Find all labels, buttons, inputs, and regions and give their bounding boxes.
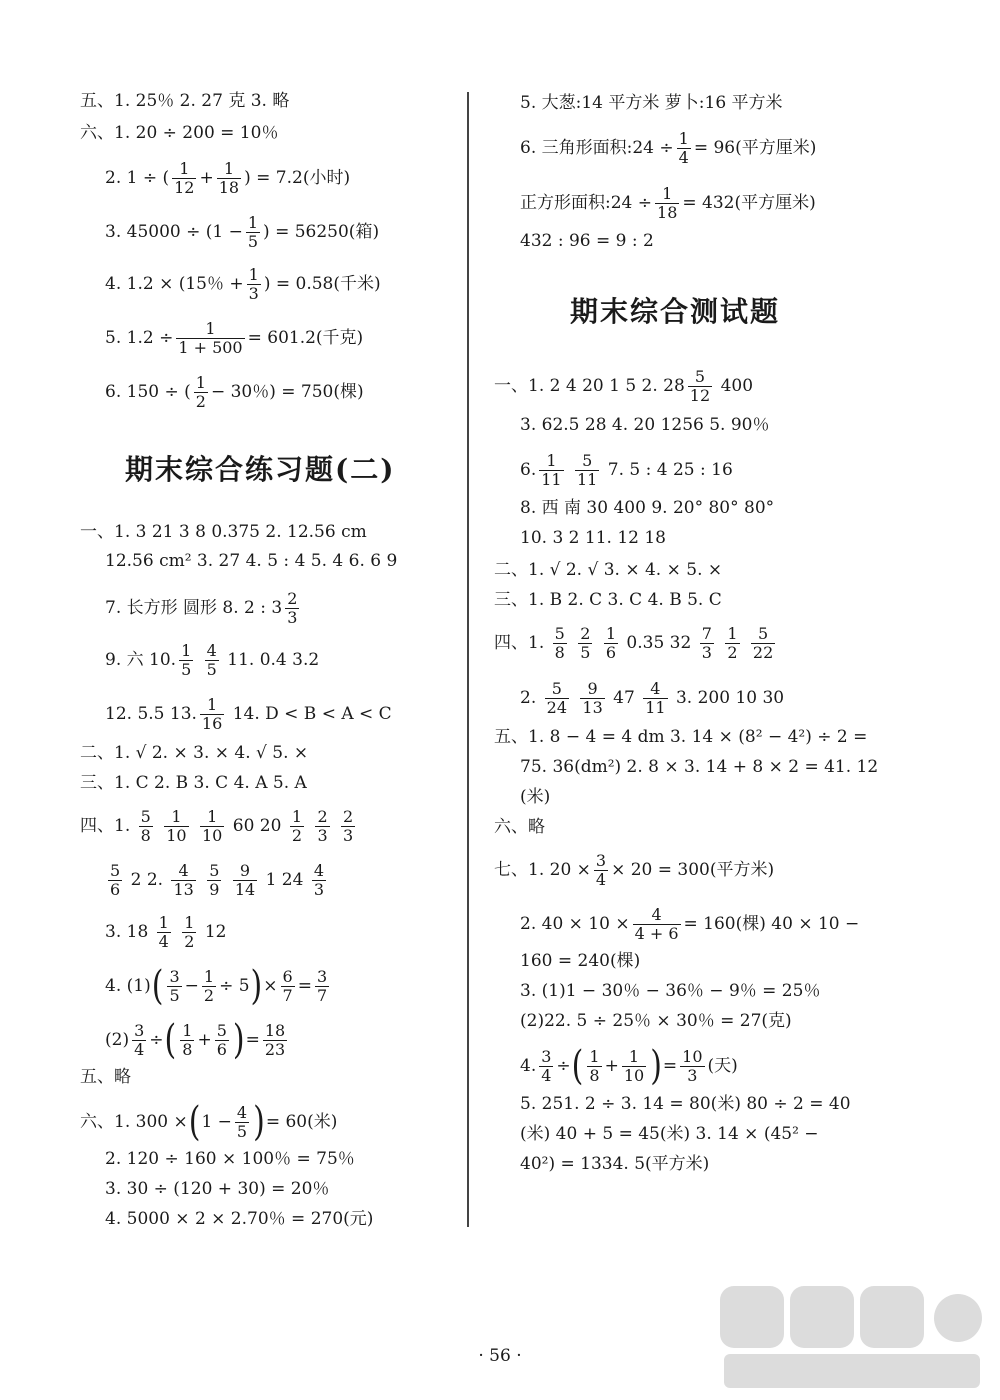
answer-line [105, 590, 302, 627]
frac-num: 1 [605, 624, 617, 643]
answer-line: 4. 5000 × 2 × 2.70％ = 270(元) [105, 1209, 374, 1229]
frac-num: 5 [209, 861, 220, 880]
text: 60 20 [232, 816, 282, 836]
fraction [200, 696, 224, 733]
answer-line: 五、略 [80, 1067, 131, 1087]
text: ÷ [556, 1056, 571, 1076]
frac-num: 1 [182, 1021, 193, 1040]
frac-den: 18 [657, 203, 678, 222]
right-paren: ) [650, 1042, 662, 1090]
answer-line [105, 214, 379, 251]
text: 4. (1) [105, 976, 151, 996]
frac-num: 1 [678, 129, 689, 148]
fraction [182, 914, 196, 951]
fraction [247, 266, 261, 303]
fraction [235, 1104, 249, 1141]
frac-den: 8 [554, 643, 565, 662]
text: = 160(棵) 40 × 10 − [683, 914, 860, 934]
frac-den: 6 [605, 643, 617, 662]
frac-den: 5 [580, 643, 591, 662]
answer-line: 3. 30 ÷ (120 + 30) = 20％ [105, 1179, 330, 1199]
text: = 432(平方厘米) [682, 193, 816, 213]
text: − [184, 976, 199, 996]
left-paren: ( [188, 1098, 201, 1146]
frac-den: 22 [752, 643, 774, 662]
text: = [662, 1056, 678, 1076]
frac-den: 2 [203, 986, 215, 1005]
answer-line: 2. 120 ÷ 160 × 100％ = 75％ [105, 1149, 355, 1169]
frac-num: 5 [688, 368, 712, 387]
frac-den: 8 [589, 1066, 600, 1085]
fraction [171, 862, 195, 899]
frac-num: 1 [589, 1047, 600, 1066]
text: 六、1. 300 × [80, 1112, 188, 1132]
text: 6. 三角形面积:24 ÷ [520, 138, 674, 158]
right-paren: ) [250, 962, 263, 1010]
frac-num: 2 [317, 807, 328, 826]
text: + [199, 168, 214, 188]
text: 一、1. 2 4 20 1 5 2. 28 [494, 376, 685, 396]
text: 47 [613, 688, 635, 708]
answer-line: 六、1. 20 ÷ 200 = 10％ [80, 123, 279, 143]
text: 3. 200 10 30 [675, 688, 785, 708]
frac-num: 4 [206, 641, 217, 660]
answer-line: 3. 62.5 28 4. 20 1256 5. 90％ [520, 415, 770, 435]
fraction [751, 625, 775, 662]
answer-line [105, 320, 363, 357]
frac-den: 23 [264, 1040, 286, 1059]
frac-den: 6 [216, 1040, 227, 1059]
frac-den: 12 [689, 386, 711, 405]
frac-num: 2 [287, 589, 298, 608]
frac-num: 1 [291, 807, 303, 826]
fraction [176, 320, 244, 357]
fraction [587, 1048, 601, 1085]
text: = 96(平方厘米) [693, 138, 817, 158]
answer-line: (米) [520, 787, 551, 807]
fraction [700, 625, 714, 662]
frac-den: 14 [234, 880, 256, 899]
answer-line [105, 266, 381, 303]
frac-den: 9 [209, 880, 220, 899]
fraction [315, 968, 329, 1005]
frac-den: 2 [195, 392, 206, 411]
frac-num: 1 [200, 696, 224, 715]
text: − 30％) = 750(棵) [210, 382, 364, 402]
fraction [290, 808, 304, 845]
answer-line [105, 642, 319, 679]
answer-line [520, 680, 784, 717]
fraction [539, 452, 563, 489]
text: 2. [520, 688, 537, 708]
answer-line: 五、1. 8 − 4 = 4 dm 3. 14 × (8² − 4²) ÷ 2 = [494, 727, 868, 747]
fraction [194, 374, 208, 411]
text: 正方形面积:24 ÷ [520, 193, 653, 213]
frac-num: 1 [158, 913, 169, 932]
fraction [643, 680, 667, 717]
frac-den: 11 [645, 698, 666, 717]
text: 7. 长方形 圆形 8. 2 : 3 [105, 598, 283, 618]
frac-num: 1 [539, 452, 563, 471]
fraction [655, 185, 679, 222]
frac-den: 8 [182, 1040, 193, 1059]
answer-line: 75. 36(dm²) 2. 8 × 3. 14 + 8 × 2 = 41. 12 [520, 757, 879, 777]
text: 2. 40 × 10 × [520, 914, 630, 934]
text: ÷ [149, 1030, 164, 1050]
answer-line [520, 452, 733, 489]
frac-den: 13 [582, 698, 603, 717]
frac-num: 3 [595, 851, 607, 870]
text: 12 [204, 922, 227, 942]
fraction [263, 1022, 287, 1059]
text: 12. 5.5 13. [105, 704, 197, 724]
page-number: · 56 · [478, 1346, 522, 1366]
frac-den: 5 [236, 1122, 248, 1141]
answer-line [105, 696, 392, 733]
frac-num: 1 [217, 160, 241, 179]
frac-num: 5 [216, 1021, 227, 1040]
frac-num: 5 [140, 807, 151, 826]
answer-line: 5. 大葱:14 平方米 萝卜:16 平方米 [520, 93, 783, 113]
answer-line [80, 808, 358, 845]
text: ) = 56250(箱) [263, 222, 380, 242]
text: = [245, 1030, 260, 1050]
frac-den: 5 [247, 232, 259, 251]
answer-line [494, 368, 753, 405]
answer-line: 三、1. C 2. B 3. C 4. A 5. A [80, 773, 307, 793]
text: + [197, 1030, 212, 1050]
frac-den: 4 [595, 870, 607, 889]
frac-den: 3 [313, 880, 325, 899]
fraction [315, 808, 329, 845]
frac-num: 1 [184, 913, 195, 932]
frac-den: 24 [546, 698, 567, 717]
fraction [108, 862, 122, 899]
frac-num: 5 [110, 861, 121, 880]
frac-num: 3 [541, 1047, 552, 1066]
frac-den: 2 [727, 643, 738, 662]
frac-den: 3 [701, 643, 712, 662]
frac-num: 5 [554, 624, 565, 643]
answer-line: 五、1. 25％ 2. 27 克 3. 略 [80, 91, 290, 111]
section-title: 期末综合练习题(二) [125, 453, 396, 486]
fraction [677, 130, 691, 167]
answer-line [520, 185, 816, 222]
fraction [207, 862, 221, 899]
frac-den: 3 [317, 826, 328, 845]
frac-den: 3 [687, 1066, 698, 1085]
frac-den: 5 [169, 986, 180, 1005]
fraction [172, 160, 196, 197]
column-divider [467, 92, 469, 1227]
fraction [539, 1048, 553, 1085]
fraction [200, 808, 224, 845]
frac-num: 1 [248, 265, 259, 284]
answer-line [80, 1098, 338, 1146]
answer-line [105, 374, 364, 411]
fraction [680, 1048, 704, 1085]
answer-line [494, 852, 774, 889]
frac-num: 3 [316, 967, 328, 986]
fraction [575, 452, 599, 489]
answer-line: (米) 40 + 5 = 45(米) 3. 14 × (45² − [520, 1124, 819, 1144]
answer-line [494, 625, 778, 662]
fraction [312, 862, 326, 899]
frac-num: 4 [171, 862, 195, 881]
frac-num: 2 [580, 624, 591, 643]
text: 四、1. [80, 816, 131, 836]
text: 9. 六 10. [105, 650, 177, 670]
answer-line: 5. 251. 2 ÷ 3. 14 = 80(米) 80 ÷ 2 = 40 [520, 1094, 851, 1114]
text: 2. 1 ÷ ( [105, 168, 170, 188]
frac-den: 5 [181, 660, 192, 679]
answer-line: (2)22. 5 ÷ 25％ × 30％ = 27(克) [520, 1011, 792, 1031]
answer-line: 三、1. B 2. C 3. C 4. B 5. C [494, 590, 722, 610]
frac-den: 3 [248, 284, 259, 303]
answer-line: 160 = 240(棵) [520, 951, 641, 971]
frac-num: 1 [727, 624, 738, 643]
frac-num: 9 [580, 680, 604, 699]
fraction [246, 214, 260, 251]
text: 四、1. [494, 633, 545, 653]
answer-line: 432 : 96 = 9 : 2 [520, 231, 654, 251]
frac-den: 1 + 500 [178, 338, 243, 357]
frac-num: 10 [682, 1047, 703, 1066]
text: 6. 150 ÷ ( [105, 382, 191, 402]
text: × 20 = 300(平方米) [611, 860, 775, 880]
frac-num: 4 [236, 1103, 248, 1122]
text: ) = 0.58(千米) [263, 274, 381, 294]
fraction [180, 1022, 194, 1059]
fraction [233, 862, 257, 899]
frac-num: 1 [655, 185, 679, 204]
frac-den: 16 [201, 714, 223, 733]
text: 11. 0.4 3.2 [227, 650, 320, 670]
fraction [215, 1022, 229, 1059]
frac-num: 1 [200, 808, 224, 827]
text: 3. 18 [105, 922, 149, 942]
answer-line [520, 906, 859, 943]
fraction [633, 906, 681, 943]
frac-den: 13 [173, 880, 194, 899]
frac-den: 4 [158, 932, 169, 951]
frac-num: 1 [172, 160, 196, 179]
frac-den: 3 [287, 608, 298, 627]
answer-line: 二、1. √ 2. × 3. × 4. √ 5. × [80, 743, 309, 763]
fraction [545, 680, 569, 717]
fraction [578, 625, 592, 662]
fraction [217, 160, 241, 197]
frac-den: 4 [678, 148, 689, 167]
fraction [285, 590, 299, 627]
frac-den: 7 [316, 986, 328, 1005]
frac-den: 2 [291, 826, 303, 845]
fraction [167, 968, 181, 1005]
frac-num: 9 [233, 862, 257, 881]
answer-line: 六、略 [494, 817, 545, 837]
answer-line [105, 160, 350, 197]
answer-line: 8. 西 南 30 400 9. 20° 80° 80° [520, 498, 775, 518]
frac-den: 7 [282, 986, 293, 1005]
frac-den: 4 [541, 1066, 552, 1085]
answer-line: 10. 3 2 11. 12 18 [520, 528, 666, 548]
text: 14. D < B < A < C [232, 704, 392, 724]
left-paren: ( [151, 962, 164, 1010]
frac-num: 4 [313, 861, 325, 880]
text: 1 − [201, 1112, 232, 1132]
answer-line [105, 1016, 290, 1064]
frac-den: 11 [541, 470, 562, 489]
answer-line [520, 1042, 738, 1090]
frac-den: 3 [343, 826, 354, 845]
frac-den: 10 [623, 1066, 645, 1085]
left-paren: ( [571, 1042, 584, 1090]
frac-den: 8 [140, 826, 151, 845]
fraction [157, 914, 171, 951]
answer-line: 3. (1)1 − 30％ − 36％ − 9％ = 25％ [520, 981, 821, 1001]
text: 4. [520, 1056, 537, 1076]
frac-num: 5 [751, 625, 775, 644]
fraction [139, 808, 153, 845]
frac-num: 1 [195, 373, 206, 392]
frac-den: 10 [166, 826, 187, 845]
section-title: 期末综合测试题 [570, 295, 781, 328]
frac-num: 1 [176, 320, 244, 339]
frac-num: 1 [247, 213, 259, 232]
frac-den: 18 [218, 178, 240, 197]
fraction [622, 1048, 646, 1085]
frac-num: 4 [633, 906, 681, 925]
answer-line [105, 862, 329, 899]
frac-den: 4 + 6 [634, 924, 679, 943]
frac-den: 6 [110, 880, 121, 899]
text: 0.35 32 [626, 633, 692, 653]
fraction [164, 808, 188, 845]
fraction [594, 852, 608, 889]
frac-den: 12 [174, 178, 195, 197]
text: 400 [720, 376, 754, 396]
answer-line [105, 962, 332, 1010]
frac-num: 2 [343, 807, 354, 826]
fraction [281, 968, 295, 1005]
text: 2 2. [130, 870, 164, 890]
text: (天) [707, 1056, 738, 1076]
text: 7. 5 : 4 25 : 16 [607, 460, 733, 480]
text: 七、1. 20 × [494, 860, 591, 880]
fraction [688, 368, 712, 405]
right-paren: ) [253, 1098, 265, 1146]
fraction [179, 642, 193, 679]
answer-line: 一、1. 3 21 3 8 0.375 2. 12.56 cm [80, 522, 367, 542]
frac-num: 18 [264, 1021, 286, 1040]
text: ) = 7.2(小时) [244, 168, 351, 188]
frac-num: 1 [622, 1048, 646, 1067]
text: = [297, 976, 312, 996]
frac-den: 5 [206, 660, 217, 679]
fraction [205, 642, 219, 679]
frac-den: 10 [202, 826, 223, 845]
frac-num: 3 [169, 967, 180, 986]
text: = 60(米) [265, 1112, 338, 1132]
text: 6. [520, 460, 537, 480]
frac-den: 11 [577, 470, 598, 489]
text: + [604, 1056, 619, 1076]
frac-num: 1 [203, 967, 215, 986]
left-paren: ( [164, 1016, 177, 1064]
frac-num: 6 [282, 967, 293, 986]
frac-num: 1 [181, 641, 192, 660]
frac-num: 5 [545, 680, 569, 699]
frac-den: 2 [184, 932, 195, 951]
fraction [202, 968, 216, 1005]
text: 4. 1.2 × (15％ + [105, 274, 244, 294]
fraction [132, 1022, 146, 1059]
answer-line [105, 914, 227, 951]
text: ÷ 5 [219, 976, 250, 996]
frac-den: 4 [134, 1040, 145, 1059]
fraction [341, 808, 355, 845]
answer-line [520, 130, 816, 167]
text: 1 24 [265, 870, 304, 890]
fraction [580, 680, 604, 717]
watermark-logo [714, 1282, 986, 1392]
right-paren: ) [232, 1016, 245, 1064]
fraction [604, 625, 618, 662]
answer-line: 12.56 cm² 3. 27 4. 5 : 4 5. 4 6. 6 9 [105, 551, 398, 571]
frac-num: 3 [134, 1021, 145, 1040]
fraction [553, 625, 567, 662]
text: × [263, 976, 278, 996]
answer-line: 40²) = 1334. 5(平方米) [520, 1154, 710, 1174]
text: (2) [105, 1030, 130, 1050]
text: = 601.2(千克) [247, 328, 364, 348]
text: 3. 45000 ÷ (1 − [105, 222, 243, 242]
frac-num: 5 [575, 452, 599, 471]
frac-num: 1 [164, 808, 188, 827]
frac-num: 7 [701, 624, 712, 643]
answer-line: 二、1. √ 2. √ 3. × 4. × 5. × [494, 560, 723, 580]
frac-num: 4 [643, 680, 667, 699]
text: 5. 1.2 ÷ [105, 328, 174, 348]
fraction [725, 625, 739, 662]
